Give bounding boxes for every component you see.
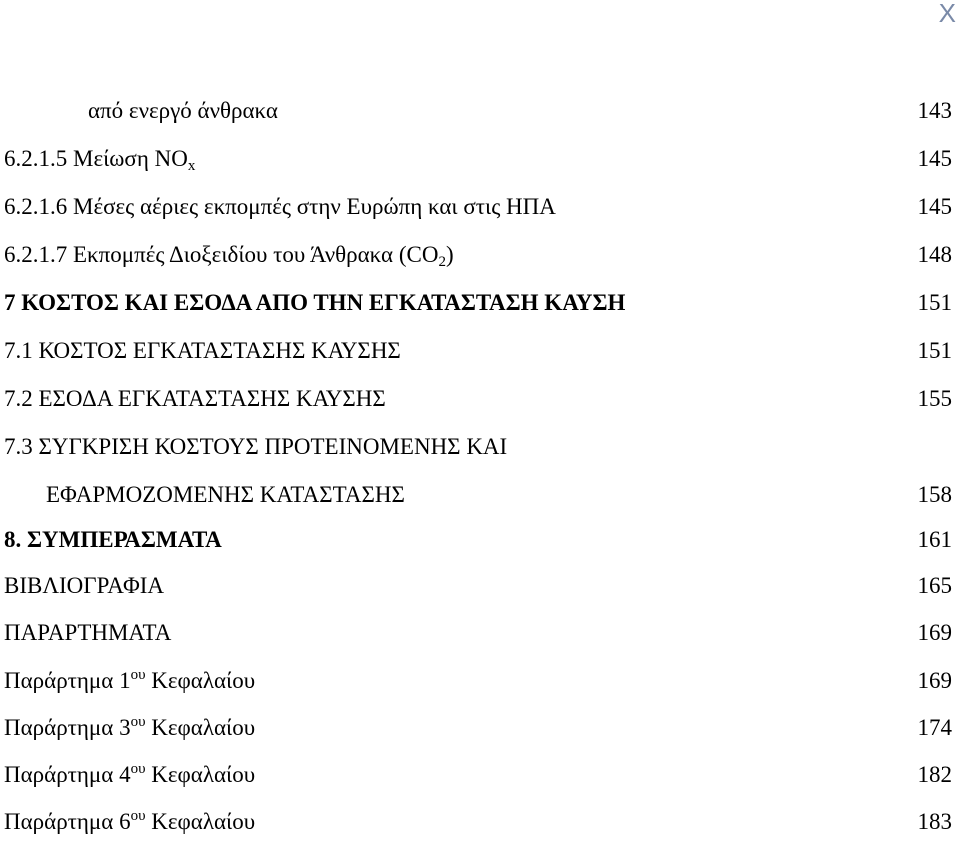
toc-entry-title-suffix: Κεφαλαίου <box>145 809 256 834</box>
toc-entry-page: 143 <box>917 98 952 123</box>
subscript: 2 <box>438 254 446 270</box>
superscript: ου <box>130 808 146 824</box>
toc-entry-title-text: Παράρτημα 1 <box>4 668 131 693</box>
toc-entry-title: από ενεργό άνθρακα <box>88 98 278 123</box>
toc-entry[interactable] <box>0 287 960 319</box>
toc-entry-page: 151 <box>917 338 952 363</box>
toc-entry-page: 145 <box>917 146 952 171</box>
toc-entry-title <box>4 143 195 175</box>
toc-entry-title <box>4 239 454 271</box>
toc-entry-title: 7 ΚΟΣΤΟΣ ΚΑΙ ΕΣΟΔΑ ΑΠΟ ΤΗΝ ΕΓΚΑΤΑΣΤΑΣΗ ΚΑΥΣΗ <box>4 290 626 315</box>
toc-entry[interactable] <box>0 479 960 511</box>
toc-entry-title: ΒΙΒΛΙΟΓΡΑΦΙΑ <box>4 573 165 598</box>
toc-entry-page: 158 <box>917 482 952 507</box>
toc-entry-page: 165 <box>917 573 952 598</box>
toc-entry[interactable] <box>0 239 960 271</box>
toc-entry[interactable] <box>0 617 960 649</box>
toc-entry[interactable] <box>0 143 960 175</box>
toc-entry[interactable] <box>0 806 960 838</box>
toc-entry-title-text: Παράρτημα 6 <box>4 809 131 834</box>
toc-entry-page: 151 <box>917 290 952 315</box>
toc-entry[interactable] <box>0 570 960 602</box>
toc-entry-title: 6.2.1.6 Μέσες αέριες εκπομπές στην Ευρώπη και στις ΗΠΑ <box>4 194 556 219</box>
toc-entry-title <box>4 759 255 791</box>
toc-entry-page: 183 <box>917 809 952 834</box>
superscript: ου <box>130 761 146 777</box>
toc-entry[interactable] <box>0 335 960 367</box>
toc-entry-title-text: Παράρτημα 4 <box>4 762 131 787</box>
toc-entry-page: 148 <box>917 242 952 267</box>
toc-entry-page: 145 <box>917 194 952 219</box>
toc-entry-title: 7.2 ΕΣΟΔΑ ΕΓΚΑΤΑΣΤΑΣΗΣ ΚΑΥΣΗΣ <box>4 386 386 411</box>
toc-entry-title: ΠΑΡΑΡΤΗΜΑΤΑ <box>4 620 172 645</box>
toc-entry-page: 169 <box>917 620 952 645</box>
toc-entry-title-text: 6.2.1.5 Μείωση NO <box>4 146 188 171</box>
toc-entry-title-suffix: Κεφαλαίου <box>145 668 256 693</box>
toc-entry-title-text: 6.2.1.7 Εκπομπές Διοξειδίου του Άνθρακα (CO <box>4 242 439 267</box>
superscript: ου <box>130 667 146 683</box>
toc-entry[interactable] <box>0 665 960 697</box>
toc-entry-title: ΕΦΑΡΜΟΖΟΜΕΝΗΣ ΚΑΤΑΣΤΑΣΗΣ <box>46 482 405 507</box>
toc-entry-title-text: Παράρτημα 3 <box>4 715 131 740</box>
toc-entry-page: 174 <box>917 715 952 740</box>
toc-entry-title: 8. ΣΥΜΠΕΡΑΣΜΑΤΑ <box>4 527 222 552</box>
toc-entry-title: 7.1 ΚΟΣΤΟΣ ΕΓΚΑΤΑΣΤΑΣΗΣ ΚΑΥΣΗΣ <box>4 338 401 363</box>
toc-entry[interactable] <box>0 431 960 463</box>
toc-entry[interactable] <box>0 383 960 415</box>
toc-entry[interactable] <box>0 524 960 556</box>
close-button[interactable]: X <box>938 0 956 28</box>
toc-entry[interactable] <box>0 95 960 127</box>
toc-entry-page: 169 <box>917 668 952 693</box>
toc-entry-page: 182 <box>917 762 952 787</box>
toc-entry-page: 161 <box>917 527 952 552</box>
toc-entry-title-suffix: Κεφαλαίου <box>145 762 256 787</box>
toc-entry[interactable] <box>0 712 960 744</box>
toc-entry[interactable] <box>0 191 960 223</box>
toc-entry[interactable] <box>0 759 960 791</box>
toc-entry-title-suffix: Κεφαλαίου <box>145 715 256 740</box>
toc-entry-page: 155 <box>917 386 952 411</box>
superscript: ου <box>130 714 146 730</box>
toc-entry-title <box>4 806 255 838</box>
toc-entry-title <box>4 665 255 697</box>
toc-entry-title-suffix: ) <box>445 242 454 267</box>
subscript: x <box>187 158 196 174</box>
toc-entry-title: 7.3 ΣΥΓΚΡΙΣΗ ΚΟΣΤΟΥΣ ΠΡΟΤΕΙΝΟΜΕΝΗΣ ΚΑΙ <box>4 434 508 459</box>
toc-entry-title <box>4 712 255 744</box>
